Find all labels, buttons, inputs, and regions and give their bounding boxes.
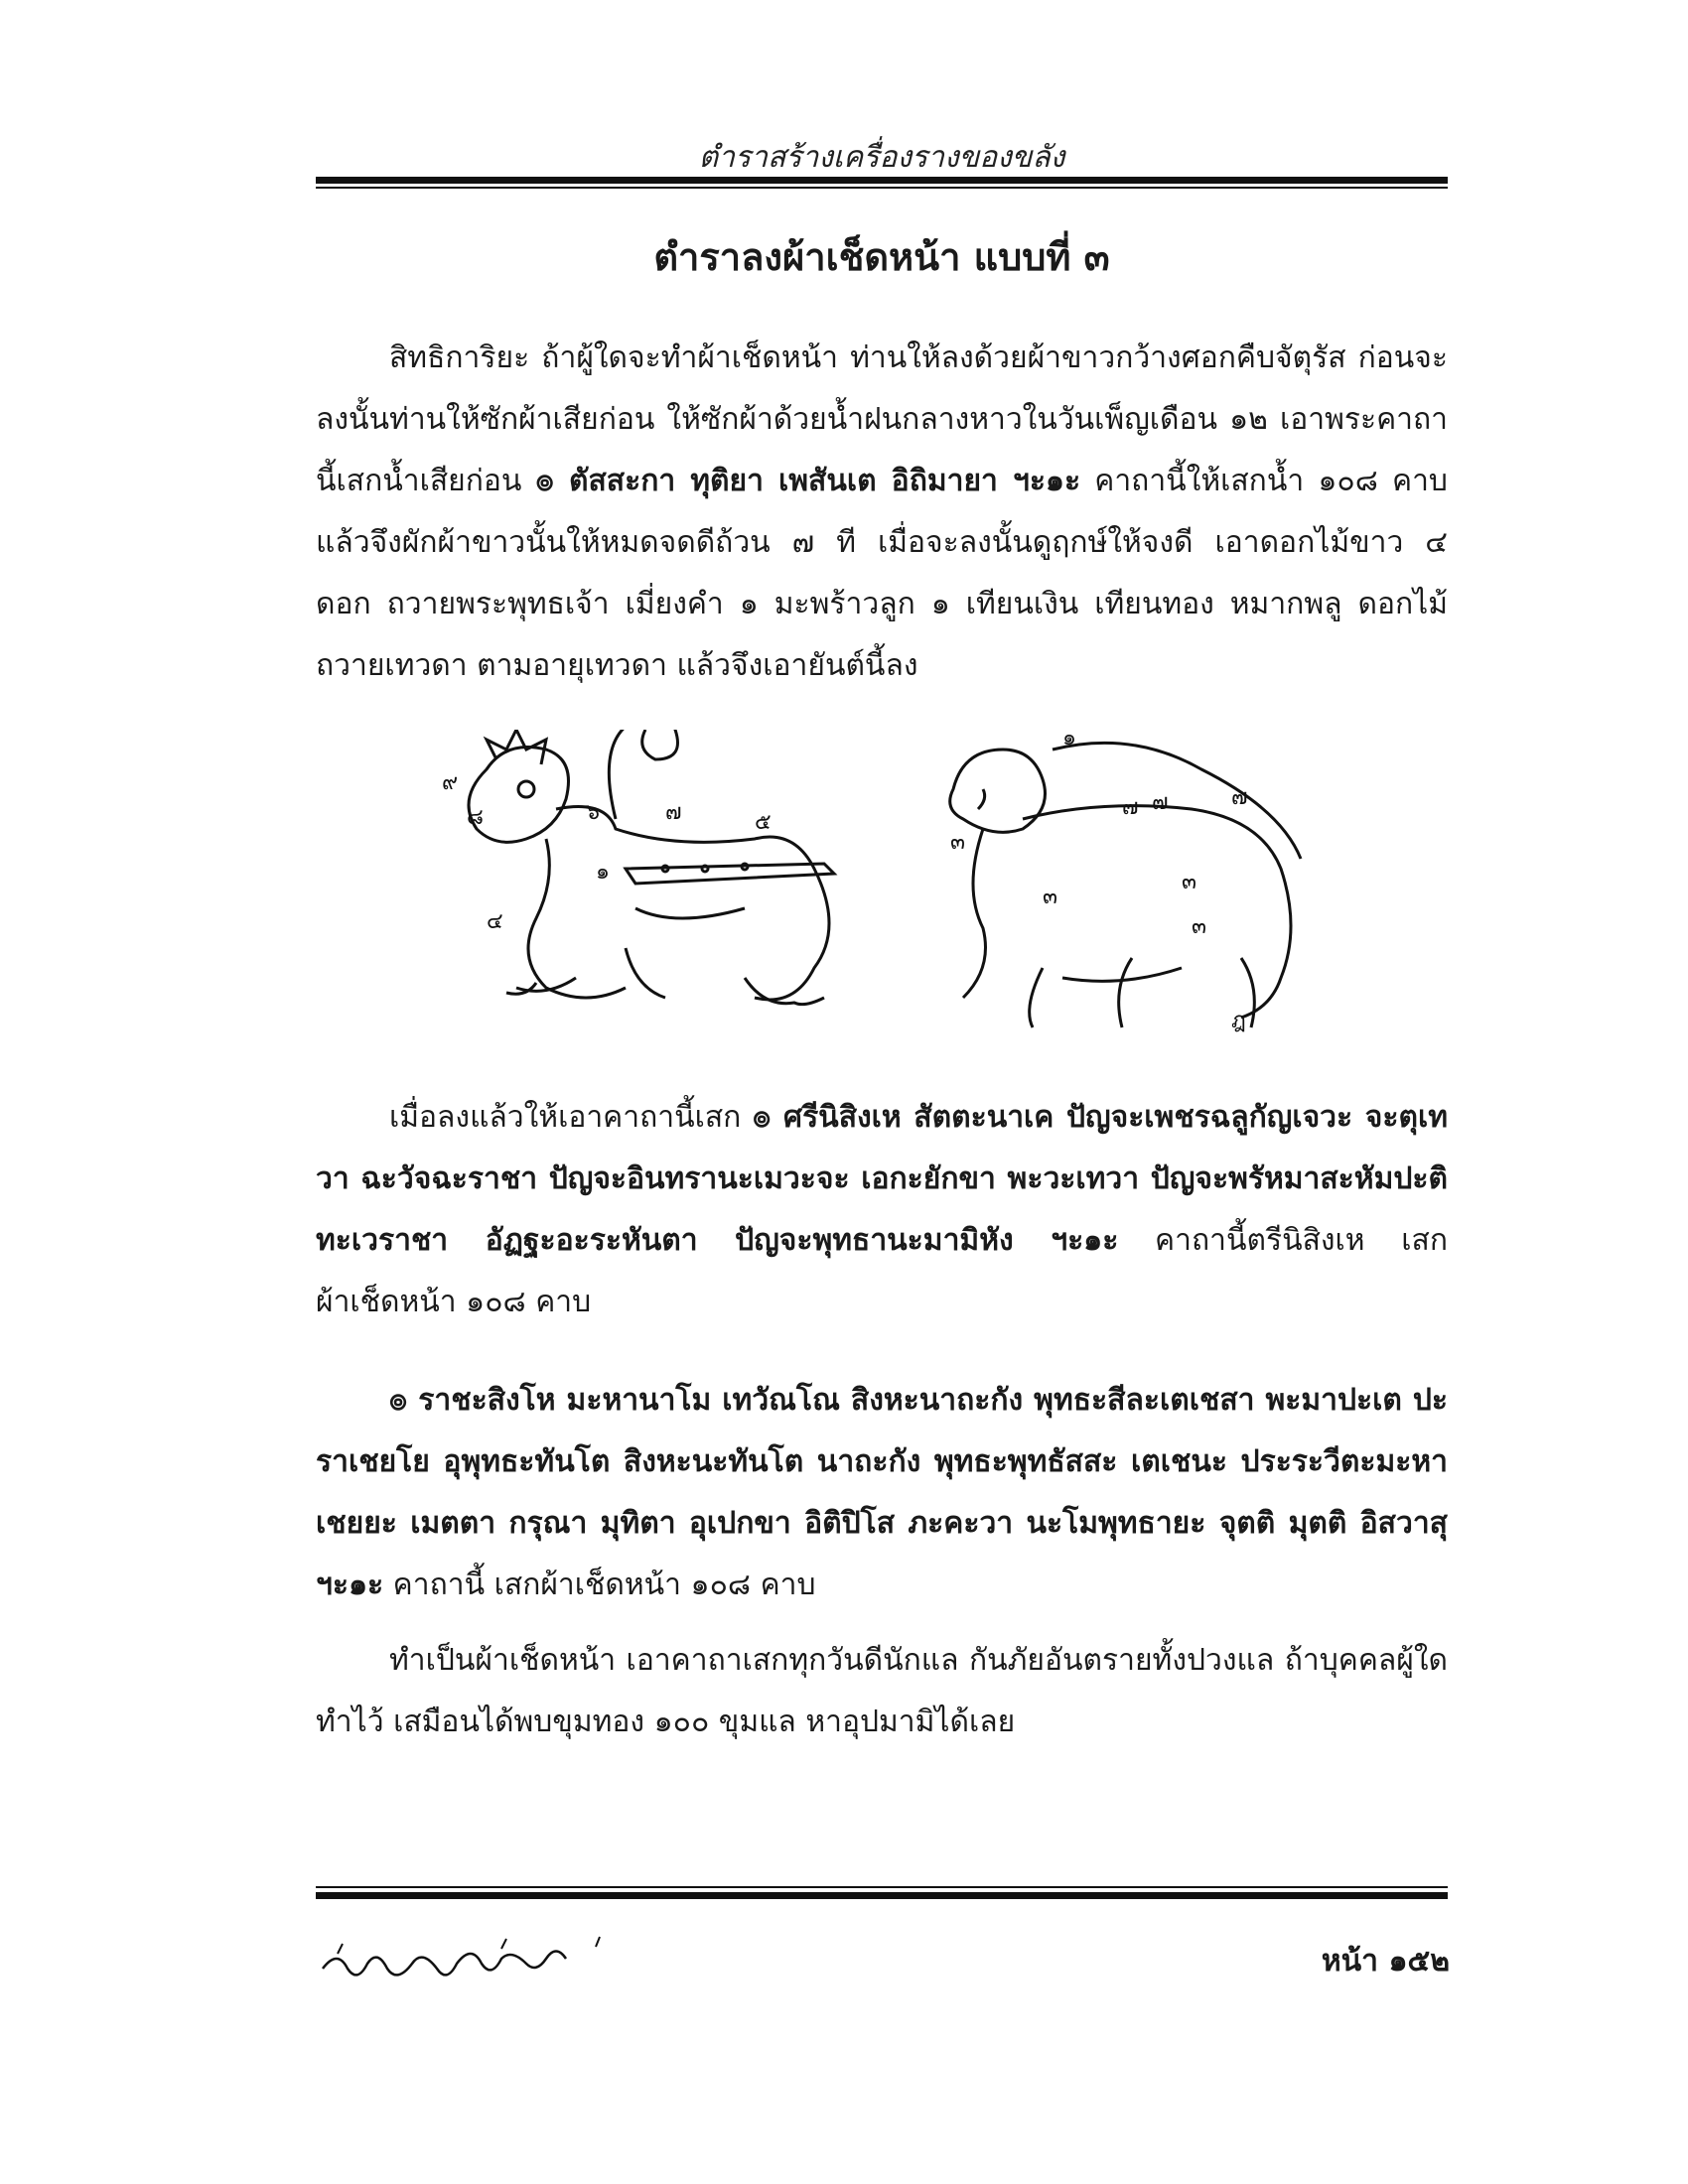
paragraph-3 [316, 1370, 1448, 1616]
paragraph-1-incantation: ๏ ตัสสะกา ทุติยา เพสันเต อิถิมายา ฯะ๑ะ [535, 464, 1081, 498]
header-rule-thick [316, 177, 1448, 184]
header-rule-thin [316, 187, 1448, 189]
paragraph-2-text-c: คาถานี้ตรีนิสิงเห เสกผ้าเช็ดหน้า ๑๐๘ คาบ [316, 1223, 1448, 1319]
yant-marks [442, 730, 1248, 1033]
page-number: หน้า ๑๕๒ [1321, 1944, 1450, 1979]
yant-mark: ๓ [1182, 870, 1197, 894]
yant-mark: ๖ [586, 800, 600, 825]
yant-mark: ๗ [1122, 795, 1139, 820]
paragraph-2-incantation: ๏ ศรีนิสิงเห สัตตะนาเค ปัญจะเพชรฉลูกัญเจวะ จะตุเทวา ฉะวัจฉะราชา ปัญจะอินทรานะเมวะจะ เอกะยักขา พะวะเทวา ปัญจะพรัหมาสะหัมปะติทะเวราชา อัฏฐะอะระหันตา ปัญจะพุทธานะมามิหัง ฯะ๑ะ [316, 1100, 1448, 1258]
yant-mark: ๗ [1231, 785, 1248, 810]
paragraph-1-text-a: สิทธิการิยะ ถ้าผู้ใดจะทำผ้าเช็ดหน้า ท่านให้ลงด้วยผ้าขาวกว้างศอกคืบจัตุรัส ก่อนจะลงนั้นท่านให้ซักผ้าเสียก่อน ให้ซักผ้าด้วยน้ำฝนกลางหาวในวันเพ็ญเดือน ๑๒ เอาพระคาถานี้เสกน้ำเสียก่อน [316, 341, 1448, 498]
paragraph-2 [316, 1087, 1448, 1333]
handwritten-signature [318, 1934, 635, 1993]
tiger-drawing [950, 743, 1301, 1027]
paragraph-1 [316, 328, 1448, 697]
yant-mark: ๑ [1062, 730, 1076, 751]
yant-mark: ๓ [1192, 914, 1207, 939]
yant-mark: ๗ [665, 800, 682, 825]
paragraph-3-incantation: ๏ ราชะสิงโห มะหานาโม เทวัณโณ สิงหะนาถะกัง พุทธะสีละเตเชสา พะมาปะเต ปะราเชยโย อุพุทธะทันโต สิงหะนะทันโต นาถะกัง พุทธะพุทธัสสะ เตเชนะ ประระวีตะมะหาเชยยะ เมตตา กรุณา มุทิตา อุเปกขา อิติปิโส ภะคะวา นะโมพุทธายะ จุตติ มุตติ อิสวาสุ ฯะ๑ะ [316, 1383, 1448, 1602]
paragraph-4 [316, 1630, 1448, 1753]
yant-mark: ฎ [1231, 1009, 1246, 1033]
page-title: ตำราลงผ้าเช็ดหน้า แบบที่ ๓ [653, 235, 1110, 279]
yant-mark: ๙ [442, 770, 459, 795]
yant-illustration [427, 730, 1340, 1047]
yant-mark: ๔ [487, 909, 503, 934]
yant-mark: ๓ [1043, 885, 1058, 909]
running-head: ตำราสร้างเครื่องรางของขลัง [698, 140, 1065, 175]
footer-rule-thick [316, 1892, 1448, 1899]
paragraph-4-text: ทำเป็นผ้าเช็ดหน้า เอาคาถาเสกทุกวันดีนักแล กันภัยอันตรายทั้งปวงแล ถ้าบุคคลผู้ใดทำไว้ เสมือนได้พบขุมทอง ๑๐๐ ขุมแล หาอุปมามิได้เลย [316, 1643, 1448, 1739]
yant-mark: ๗ [1152, 790, 1169, 815]
paragraph-3-text-b: คาถานี้ เสกผ้าเช็ดหน้า ๑๐๘ คาบ [383, 1568, 816, 1602]
yant-mark: ๕ [755, 810, 772, 835]
yant-mark: ๓ [950, 830, 966, 855]
yant-mark: ๑ [596, 860, 610, 885]
yant-mark: ๘ [467, 805, 484, 830]
paragraph-1-text-c: คาถานี้ให้เสกน้ำ ๑๐๘ คาบ แล้วจึงผักผ้าขาวนั้นให้หมดจดดีถ้วน ๗ ที เมื่อจะลงนั้นดูฤกษ์ให้จงดี เอาดอกไม้ขาว ๔ ดอก ถวายพระพุทธเจ้า เมี่ยงคำ ๑ มะพร้าวลูก ๑ เทียนเงิน เทียนทอง หมากพลู ดอกไม้ ถวายเทวดา ตามอายุเทวดา แล้วจึงเอายันต์นี้ลง [316, 464, 1448, 683]
footer-rule-thin [316, 1886, 1448, 1888]
mythical-lion-drawing [469, 730, 834, 1005]
paragraph-2-text-a: เมื่อลงแล้วให้เอาคาถานี้เสก [389, 1100, 754, 1135]
